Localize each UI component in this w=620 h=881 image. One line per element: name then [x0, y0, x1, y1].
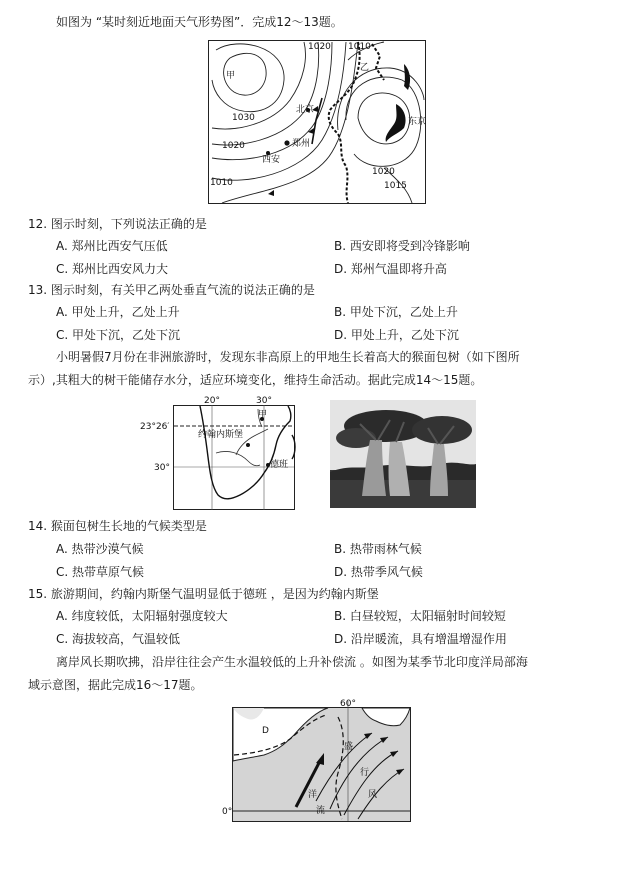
intro-q14-15-line1: 小明暑假7月份在非洲旅游时，发现东非高原上的甲地生长着高大的猴面包树（如下图所: [56, 350, 520, 364]
lat-label-tropic: 23°26′: [140, 422, 170, 432]
intro-q14-15-line2: 示）,其粗大的树干能储存水分，适应环境变化，维持生命活动。据此完成14～15题。: [28, 373, 483, 387]
q12-option-c[interactable]: C. 郑州比西安风力大: [56, 262, 169, 276]
q15-option-c[interactable]: C. 海拔较高，气温较低: [56, 632, 181, 646]
lat-label-0: 0°: [222, 807, 233, 817]
q15-stem: 15. 旅游期间，约翰内斯堡气温明显低于德班 ，是因为约翰内斯堡: [28, 587, 379, 601]
q13-option-b[interactable]: B. 甲处下沉，乙处上升: [334, 305, 458, 319]
q13-option-d[interactable]: D. 甲处上升，乙处下沉: [334, 328, 459, 342]
q14-stem: 14. 猴面包树生长地的气候类型是: [28, 519, 207, 533]
isobar-label: 1020: [372, 167, 395, 177]
place-label-zhengzhou: 郑州: [292, 139, 311, 149]
baobab-photo: [330, 400, 476, 508]
q15-option-a[interactable]: A. 纬度较低，太阳辐射强度较大: [56, 609, 228, 623]
lon-label-20: 20°: [204, 396, 220, 406]
q12-stem: 12. 图示时刻，下列说法正确的是: [28, 217, 207, 231]
lat-label-30: 30°: [154, 463, 170, 473]
intro-q16-17-line2: 域示意图，据此完成16～17题。: [28, 678, 203, 692]
wind-label-char: 盛: [344, 742, 354, 752]
lon-label-60: 60°: [340, 699, 356, 709]
point-johannesburg: [246, 443, 250, 447]
city-dot-zhengzhou: [284, 140, 289, 145]
isobar-label: 1020: [222, 141, 245, 151]
q14-option-d[interactable]: D. 热带季风气候: [334, 565, 423, 579]
q13-option-c[interactable]: C. 甲处下沉，乙处下沉: [56, 328, 181, 342]
place-label-xian: 西安: [262, 155, 281, 165]
q12-option-d[interactable]: D. 郑州气温即将升高: [334, 262, 447, 276]
indian-ocean-svg: [220, 697, 414, 825]
q14-option-c[interactable]: C. 热带草原气候: [56, 565, 145, 579]
place-label-yi: 乙: [360, 63, 370, 73]
place-label-durban: 德班: [270, 460, 289, 470]
wind-label-char: 风: [368, 790, 378, 800]
q14-option-b[interactable]: B. 热带雨林气候: [334, 542, 422, 556]
q14-option-a[interactable]: A. 热带沙漠气候: [56, 542, 144, 556]
q13-stem: 13. 图示时刻，有关甲乙两处垂直气流的说法正确的是: [28, 283, 315, 297]
weather-map-figure: [208, 40, 426, 204]
place-label-jia: 甲: [258, 410, 268, 420]
isobar-label: 1030: [232, 113, 255, 123]
africa-map-figure: [140, 395, 298, 511]
wind-label-char: 行: [360, 768, 370, 778]
lon-label-30: 30°: [256, 396, 272, 406]
intro-q16-17-line1: 离岸风长期吹拂，沿岸往往会产生水温较低的上升补偿流 。如图为某季节北印度洋局部海: [56, 655, 528, 669]
q12-option-a[interactable]: A. 郑州比西安气压低: [56, 239, 168, 253]
intro-q12-13: 如图为 “某时刻近地面天气形势图”．完成12～13题。: [56, 15, 343, 29]
place-label-johannesburg: 约翰内斯堡: [198, 430, 244, 440]
isobar-label: 1020: [308, 42, 331, 52]
q13-option-a[interactable]: A. 甲处上升，乙处上升: [56, 305, 180, 319]
baobab-photo-svg: [330, 400, 476, 508]
weather-map-svg: [208, 40, 426, 204]
isobar-label: 1010: [348, 42, 371, 52]
isobar-label: 1015: [384, 181, 407, 191]
africa-map-svg: [140, 395, 298, 511]
place-label-tokyo: 东京: [408, 117, 426, 127]
q15-option-b[interactable]: B. 白昼较短，太阳辐射时间较短: [334, 609, 506, 623]
indian-ocean-figure: [220, 697, 414, 825]
q15-option-d[interactable]: D. 沿岸暖流，具有增温增湿作用: [334, 632, 507, 646]
isobar-label: 1010: [210, 178, 233, 188]
place-label-beijing: 北京: [296, 105, 315, 115]
place-label-d: D: [262, 726, 269, 736]
current-label-char: 流: [316, 806, 326, 816]
current-label-char: 洋: [308, 790, 318, 800]
q12-option-b[interactable]: B. 西安即将受到冷锋影响: [334, 239, 470, 253]
place-label-jia: 甲: [226, 71, 236, 81]
